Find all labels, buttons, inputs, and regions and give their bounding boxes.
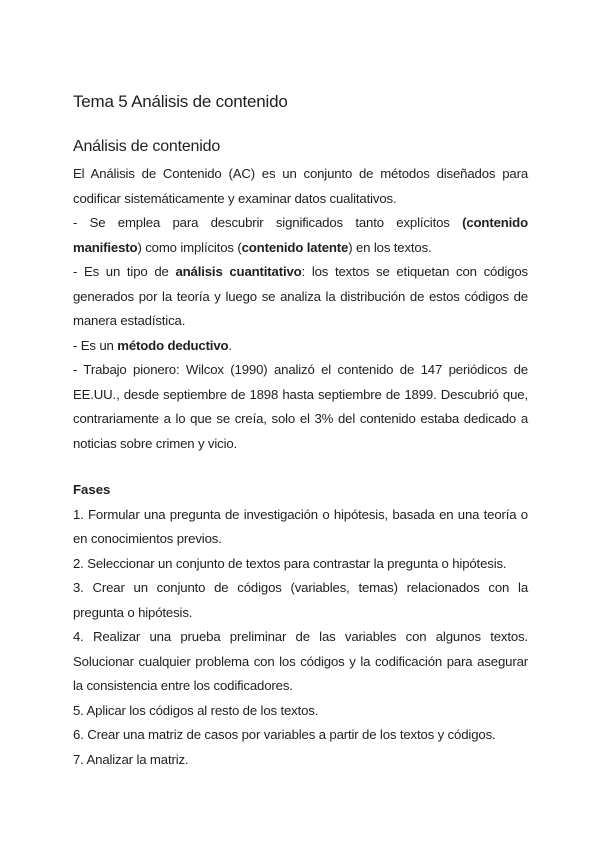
phase-item: 2. Seleccionar un conjunto de textos para contrastar la pregunta o hipótesis. [73,555,507,571]
bold-term: método deductivo [117,337,229,353]
bullet-text: - Es un tipo de [73,264,176,279]
phase-item: 5. Aplicar los códigos al resto de los textos. [73,702,319,718]
bullet-deductive [73,334,528,359]
bold-term: análisis cuantitativo [175,264,302,279]
phases-heading: Fases [73,482,111,497]
bold-term: (contenido manifiesto [73,215,528,255]
bullet-pioneer-work: - Trabajo pionero: Wilcox (1990) analizó el contenido de 147 periódicos de EE.UU., desde septiembre de 1898 hasta septiembre de 1899. Descubrió que, contrariamente a lo que se creía, solo el 3% del contenido estaba dedicado a noticias sobre crimen y vicio. [73,362,528,451]
bullet-text: ) en los textos. [348,239,432,255]
phases-list [73,503,528,773]
bullet-text: - Es un [73,337,118,353]
bold-term: contenido latente [241,239,349,255]
phase-item: 6. Crear una matriz de casos por variables a partir de los textos y códigos. [73,727,496,742]
bullet-text: : los textos se etiquetan con códigos generados por la teoría y luego se analiza la distribución de estos códigos de manera estadística. [73,264,528,328]
phase-item: 4. Realizar una prueba preliminar de las variables con algunos textos. Solucionar cualquier problema con los códigos y la codificación para asegurar la consistencia entre los codificadores. [73,629,528,693]
bullet-quantitative [73,260,528,334]
section-title: Análisis de contenido [73,138,221,155]
bullet-text: - Se emplea para descubrir significados tanto explícitos [73,215,463,230]
bullet-explicit-implicit [73,211,528,260]
intro-paragraph: El Análisis de Contenido (AC) es un conjunto de métodos diseñados para codificar sistemáticamente y examinar datos cualitativos. [73,166,528,206]
bullet-text: . [228,337,232,353]
phase-item: 7. Analizar la matriz. [73,751,189,767]
page-title: Tema 5 Análisis de contenido [73,92,288,111]
bullet-text: ) como implícitos ( [137,239,242,255]
document-page [73,90,528,772]
phase-item: 1. Formular una pregunta de investigación o hipótesis, basada en una teoría o en conocimientos previos. [73,506,528,546]
phase-item: 3. Crear un conjunto de códigos (variables, temas) relacionados con la pregunta o hipótesis. [73,580,528,620]
